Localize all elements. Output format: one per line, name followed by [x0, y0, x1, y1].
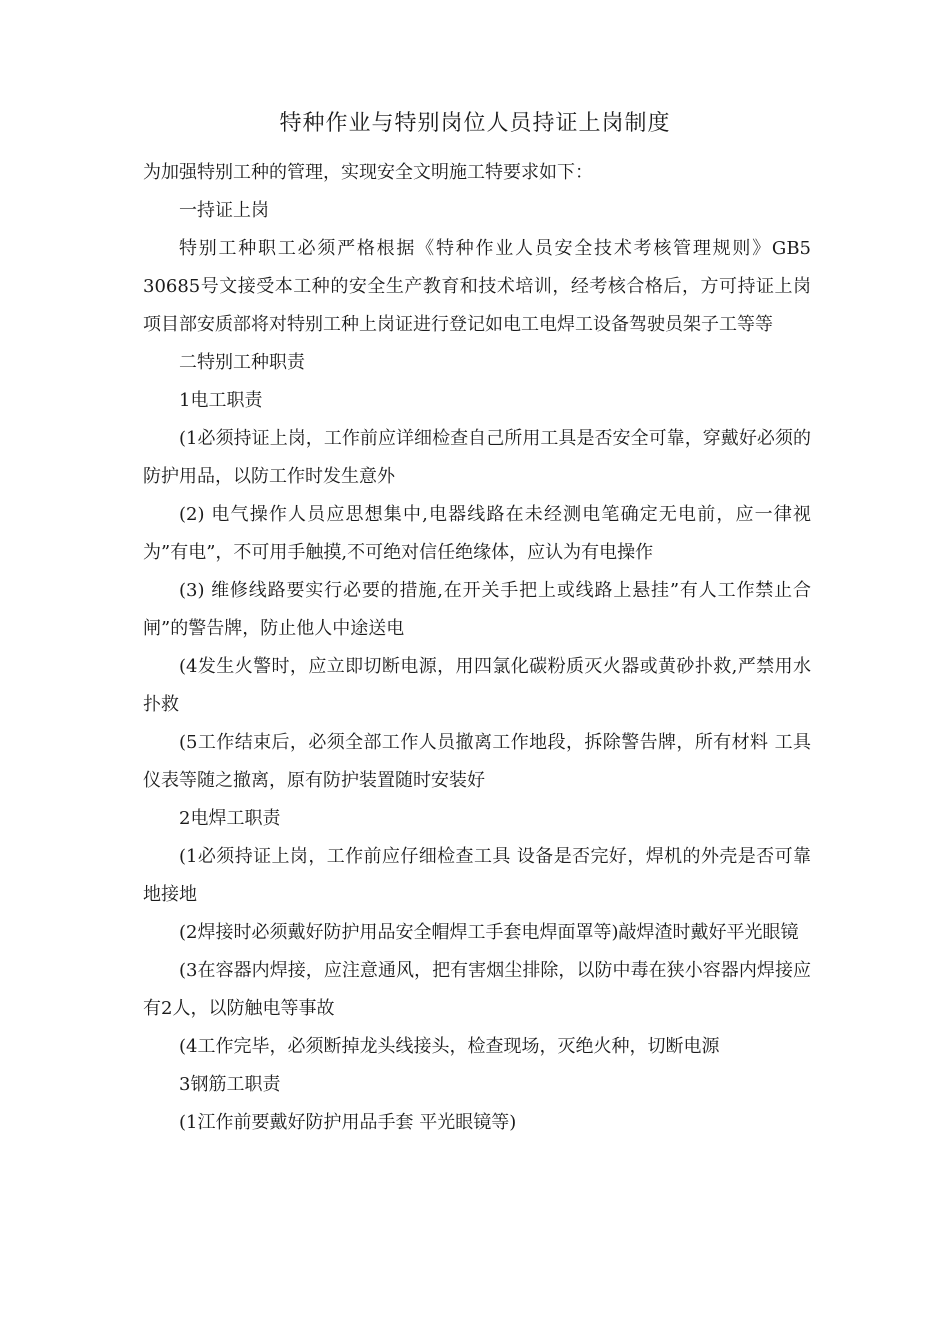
subsection-heading-electrician: 1电工职责 — [179, 390, 263, 411]
intro-paragraph: 为加强特别工种的管理，实现安全文明施工特要求如下： — [143, 162, 593, 183]
section-heading-duties: 二特别工种职责 — [179, 352, 305, 373]
electrician-item-1: (1必须持证上岗，工作前应详细检查自己所用工具是否安全可靠，穿戴好必须的防护用品，以防工作时发生意外 — [143, 428, 811, 487]
welder-item-1: (1必须持证上岗，工作前应仔细检查工具 设备是否完好，焊机的外壳是否可靠地接地 — [143, 846, 811, 905]
subsection-heading-welder: 2电焊工职责 — [179, 808, 281, 829]
welder-item-4: (4工作完毕，必须断掉龙头线接头，检查现场，灭绝火种，切断电源 — [179, 1036, 720, 1057]
subsection-heading-rebar-worker: 3钢筋工职责 — [179, 1074, 281, 1095]
electrician-item-2: (2) 电气操作人员应思想集中,电器线路在未经测电笔确定无电前，应一律视为”有电”，不可用手触摸,不可绝对信任绝缘体，应认为有电操作 — [143, 504, 811, 563]
electrician-item-5: (5工作结束后，必须全部工作人员撤离工作地段，拆除警告牌，所有材料 工具仪表等随之撤离，原有防护装置随时安装好 — [143, 732, 811, 791]
rebar-worker-item-1: (1江作前要戴好防护用品手套 平光眼镜等) — [179, 1112, 517, 1133]
electrician-item-3: (3) 维修线路要实行必要的措施,在开关手把上或线路上悬挂”有人工作禁止合闸”的警告牌，防止他人中途送电 — [143, 580, 811, 639]
document-body — [143, 154, 811, 1142]
welder-item-2: (2焊接时必须戴好防护用品安全帽焊工手套电焊面罩等)敲焊渣时戴好平光眼镜 — [179, 922, 799, 943]
electrician-item-4: (4发生火警时，应立即切断电源，用四氯化碳粉质灭火器或黄砂扑救,严禁用水扑救 — [143, 656, 811, 715]
certification-paragraph: 特别工种职工必须严格根据《特种作业人员安全技术考核管理规则》GB5 30685号文接受本工种的安全生产教育和技术培训，经考核合格后，方可持证上岗项目部安质部将对特别工种上岗证进行登记如电工电焊工设备驾驶员架子工等等 — [143, 238, 811, 335]
section-heading-certification: 一持证上岗 — [179, 200, 269, 221]
document-title: 特种作业与特别岗位人员持证上岗制度 — [279, 111, 671, 136]
welder-item-3: (3在容器内焊接，应注意通风，把有害烟尘排除，以防中毒在狭小容器内焊接应有2人，以防触电等事故 — [143, 960, 811, 1019]
